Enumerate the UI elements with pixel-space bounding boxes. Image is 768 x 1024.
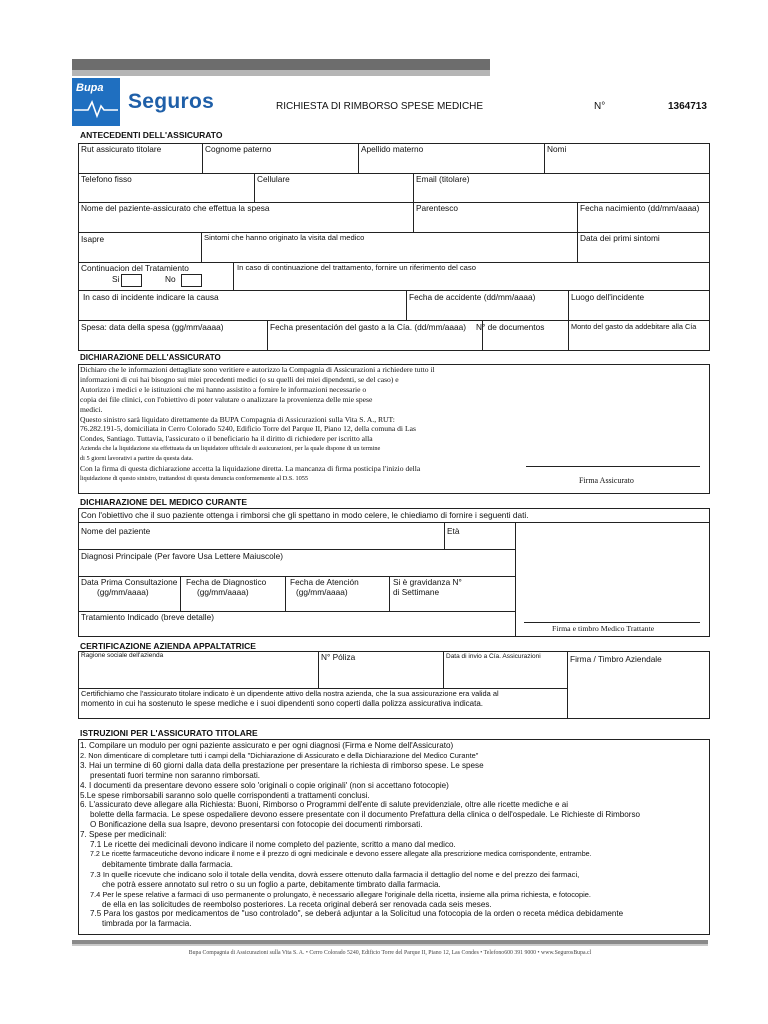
section-istruzioni-title: ISTRUZIONI PER L'ASSICURATO TITOLARE [80,728,258,738]
cellulare-field[interactable]: Cellulare [257,174,290,184]
fecha-presentacion-field[interactable]: Fecha presentación del gasto a la Cía. (dd/mm/aaaa) [270,322,467,332]
continuazione-field[interactable]: In caso di continuazione del trattamento, fornire un riferimento del caso [237,263,476,272]
si-checkbox[interactable] [121,274,142,287]
section-antecedenti-title: ANTECEDENTI DELL'ASSICURATO [80,130,223,140]
gravidanza-field[interactable]: Si è gravidanza N° [393,577,462,587]
continuacion-label: Continuacion del Tratamiento [81,263,189,273]
footer-bar-light [72,944,708,946]
fecha-accidente-field[interactable]: Fecha de accidente (dd/mm/aaaa) [409,292,536,302]
firma-medico-label: Firma e timbro Medico Trattante [552,624,655,633]
firma-aziendale-field[interactable]: Firma / Timbro Aziendale [570,654,662,664]
heartbeat-icon [72,96,120,120]
footer-text: Bupa Compagnia di Assicurazioni sulla Vita S. A. • Cerro Colorado 5240, Edificio Torre del Parque II, Piano 12, Las Condes • Telefono600 391 9000 • www.SegurosBupa.cl [188,950,592,956]
no-label: No [165,274,176,284]
si-label: Si [112,274,120,284]
certificazione-line-1: Certifichiamo che l'assicurato titolare indicato è un dipendente attivo della nostra azienda, che la sua assicurazione era valida al [81,689,499,698]
brand-name: Seguros [128,90,215,113]
bupa-logo [72,78,120,126]
incidente-causa-field[interactable]: In caso di incidente indicare la causa [83,292,219,302]
luogo-field[interactable]: Luogo dell'incidente [571,292,645,302]
spesa-data-field[interactable]: Spesa: data della spesa (gg/mm/aaaa) [81,322,224,332]
sintomi-field[interactable]: Sintomi che hanno originato la visita dal medico [204,233,365,242]
firma-medico-line [524,622,700,623]
email-field[interactable]: Email (titolare) [416,174,470,184]
fecha-atencion-field[interactable]: Fecha de Atención [290,577,359,587]
firma-assicurato-line [526,466,700,467]
diagnosi-field[interactable]: Diagnosi Principale (Per favore Usa Lettere Maiuscole) [81,551,283,561]
document-title: RICHIESTA DI RIMBORSO SPESE MEDICHE [276,101,484,112]
eta-field[interactable]: Età [447,526,460,536]
medico-intro: Con l'obiettivo che il suo paziente ottenga i rimborsi che gli spettano in modo celere, le chiediamo di fornire i seguenti dati. [81,510,529,520]
data-prima-format: (gg/mm/aaaa) [97,587,149,597]
isapre-field[interactable]: Isapre [81,234,105,244]
ragione-sociale-field[interactable]: Ragione sociale dell'azienda [81,652,164,659]
top-bar-light [72,70,490,76]
logo-text: Bupa [76,82,104,94]
data-prima-field[interactable]: Data Prima Consultazione [81,577,178,587]
parentesco-field[interactable]: Parentesco [416,203,458,213]
fecha-atencion-format: (gg/mm/aaaa) [296,587,348,597]
firma-assicurato-label: Firma Assicurato [579,476,634,485]
number-value: 1364713 [668,101,707,112]
certificazione-line-2: momento in cui ha sostenuto le spese mediche e i suoi dipendenti sono coperti dalla polizza assicurativa indicata. [81,699,484,708]
nome-paziente-field[interactable]: Nome del paziente-assicurato che effettua la spesa [81,203,270,213]
fecha-diagnostico-field[interactable]: Fecha de Diagnostico [186,577,267,587]
tratamiento-field[interactable]: Tratamiento Indicado (breve detalle) [81,612,214,622]
section-certificazione-title: CERTIFICAZIONE AZIENDA APPALTATRICE [80,641,256,651]
fecha-nacimiento-field[interactable]: Fecha nacimiento (dd/mm/aaaa) [580,203,700,213]
n-poliza-field[interactable]: N° Póliza [321,652,356,662]
fecha-diagnostico-format: (gg/mm/aaaa) [197,587,249,597]
nomi-field[interactable]: Nomi [547,144,567,154]
dichiarazione-text: Dichiaro che le informazioni dettagliate sono veritiere e autorizzo la Compagnia di Assicurazioni a richiedere tutto il informazioni di cui hai bisogno sui miei precedenti medici (o su quelli dei miei dipendenti, se del caso) e Autorizzo i medici e le istituzioni che mi hanno assistito a fornire le informazioni necessarie o copia dei file clinici, con l'obiettivo di poter valutare o analizzare la provenienza delle mie spese medici. Questo sinistro sarà liquidato direttamente da BUPA Compagnia di Assicurazioni sulla Vita S. A., RUT: 76.282.191-5, domiciliata in Cerro Colorado 5240, Edificio Torre del Parque II, Piano 12, della comuna di Las Condes, Santiago. Tuttavia, l'assicurato o il beneficiario ha il diritto di richiedere per iscritto alla Azienda che la liquidazione sia effettuata da un liquidatore ufficiale di assicurazioni, per la quale dispone di un termine di 5 giorni lavorativi a partire da questa data. Con la firma di questa dichiarazione accetta la liquidazione diretta. La mancanza di firma posticipa l'inizio della liquidazione di questo sinistro, trattandosi di questa denuncia conformemente al D.S. 1055 [80,365,435,482]
no-checkbox[interactable] [181,274,202,287]
istruzioni-list: 1. Compilare un modulo per ogni paziente assicurato e per ogni diagnosi (Firma e Nome dell'Assicurato) 2. Non dimenticare di completare tutti i campi della "Dichiarazione di Assicurato e della Dichiarazione del Medico Curante" 3. Hai un termine di 60 giorni dalla data della prestazione per presentare la richiesta di rimborso spese. Le spese presentati fuori termine non saranno rimborsati. 4. I documenti da presentare devono essere solo 'originali o copie originali' (non si accettano fotocopie) 5.Le spese rimborsabili saranno solo quelle corrispondenti a trattamenti conclusi. 6. L'assicurato deve allegare alla Richiesta: Buoni, Rimborso o Programmi dell'ente di salute previdenziale, oltre alle ricette mediche e ai bolette della farmacia. Le spese ospedaliere devono essere presentate con il documento Prefattura della clinica o dell'ospedale. Le Richieste di Rimborso O Bonificazione della sua Isapre, devono presentarsi con fotocopie dei documenti rimborsati. 7. Spese per medicinali: 7.1 Le ricette dei medicinali devono indicare il nome completo del paziente, scritto a mano dal medico. 7.2 Le ricette farmaceutiche devono indicare il nome e il prezzo di ogni medicinale e devono essere allegate alla prescrizione medica corrispondente, entrambe. debitamente timbrate dalla farmacia. 7.3 In quelle ricevute che indicano solo il totale della vendita, dovrà essere ottenuto dalla farmacia il dettaglio del nome e del prezzo dei farmaci, che potrà essere annotato sul retro o su un foglio a parte, debitamente timbrato dalla farmacia. 7.4 Per le spese relative a farmaci di uso permanente o prolungato, è necessario allegare l'originale della ricetta, insieme alla prima richiesta, e fotocopie. de ella en las solicitudes de reembolso posteriores. La receta original deberá ser renovada cada seis meses. 7.5 Para los gastos por medicamentos de "uso controlado", se deberá adjuntar a la Solicitud una fotocopia de la orden o receta médica debidamente timbrada por la farmacia. [80,741,640,929]
number-label: N° [594,101,606,112]
nome-paziente-medico-field[interactable]: Nome del paziente [81,526,151,536]
gravidanza-settimane: di Settimane [393,587,440,597]
section-medico-curante-title: DICHIARAZIONE DEL MEDICO CURANTE [80,497,248,507]
n-documentos-field[interactable]: N° de documentos [476,322,545,332]
data-invio-field[interactable]: Data di invio a Cía. Assicurazioni [446,653,541,660]
section-dichiarazione-assicurato-title: DICHIARAZIONE DELL'ASSICURATO [80,353,221,362]
top-bar [72,59,490,70]
rut-field[interactable]: Rut assicurato titolare [81,144,162,154]
monto-field[interactable]: Monto del gasto da addebitare alla Cía [571,323,697,331]
telefono-field[interactable]: Telefono fisso [81,174,132,184]
data-sintomi-field[interactable]: Data dei primi sintomi [580,233,660,243]
apellido-field[interactable]: Apellido materno [361,144,424,154]
cognome-field[interactable]: Cognome paterno [205,144,272,154]
